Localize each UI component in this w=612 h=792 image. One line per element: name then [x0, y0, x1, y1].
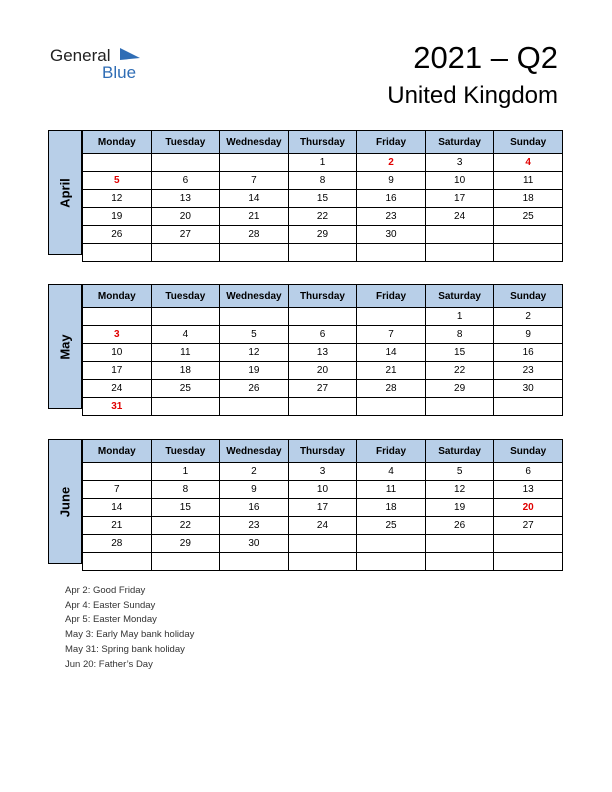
day-cell: 16 [220, 499, 289, 517]
day-cell: 19 [83, 208, 152, 226]
day-cell: 4 [357, 463, 426, 481]
page-title: 2021 – Q2 [413, 40, 558, 75]
day-cell: 23 [494, 362, 563, 380]
day-cell: 9 [357, 172, 426, 190]
day-cell [288, 398, 357, 416]
day-cell: 2 [357, 154, 426, 172]
day-cell: 15 [425, 344, 494, 362]
day-cell: 12 [220, 344, 289, 362]
day-cell [425, 398, 494, 416]
weekday-header: Monday [83, 131, 152, 154]
day-cell [83, 553, 152, 571]
day-cell [357, 535, 426, 553]
day-cell: 22 [151, 517, 220, 535]
day-cell: 18 [151, 362, 220, 380]
weekday-header: Friday [357, 131, 426, 154]
week-row [83, 463, 563, 481]
day-cell [83, 154, 152, 172]
logo-text-general: General [50, 46, 111, 65]
day-cell: 4 [494, 154, 563, 172]
day-cell: 14 [83, 499, 152, 517]
day-cell: 26 [425, 517, 494, 535]
holiday-note: Apr 2: Good Friday [65, 585, 146, 596]
week-row [83, 535, 563, 553]
day-cell: 13 [288, 344, 357, 362]
day-cell [288, 553, 357, 571]
weekday-header: Monday [83, 440, 152, 463]
weekday-header: Wednesday [220, 131, 289, 154]
day-cell: 23 [357, 208, 426, 226]
day-cell: 15 [151, 499, 220, 517]
day-cell: 10 [288, 481, 357, 499]
day-cell [494, 535, 563, 553]
day-cell: 22 [425, 362, 494, 380]
day-cell [83, 244, 152, 262]
day-cell: 18 [357, 499, 426, 517]
weekday-header: Wednesday [220, 285, 289, 308]
day-cell: 7 [83, 481, 152, 499]
day-cell: 22 [288, 208, 357, 226]
day-cell: 14 [357, 344, 426, 362]
day-cell: 17 [288, 499, 357, 517]
day-cell: 9 [220, 481, 289, 499]
day-cell [494, 244, 563, 262]
day-cell: 25 [357, 517, 426, 535]
day-cell [220, 154, 289, 172]
day-cell: 11 [357, 481, 426, 499]
holiday-note: Apr 4: Easter Sunday [65, 599, 156, 611]
day-cell: 30 [220, 535, 289, 553]
day-cell: 21 [220, 208, 289, 226]
day-cell: 27 [288, 380, 357, 398]
day-cell: 24 [425, 208, 494, 226]
day-cell: 17 [425, 190, 494, 208]
day-cell: 25 [151, 380, 220, 398]
holiday-notes [65, 584, 194, 672]
day-cell [288, 244, 357, 262]
day-cell [151, 398, 220, 416]
day-cell: 21 [83, 517, 152, 535]
day-cell [151, 154, 220, 172]
month-grid [82, 439, 563, 571]
day-cell: 11 [151, 344, 220, 362]
day-cell [288, 535, 357, 553]
day-cell [425, 553, 494, 571]
day-cell: 30 [357, 226, 426, 244]
day-cell: 29 [288, 226, 357, 244]
day-cell: 14 [220, 190, 289, 208]
day-cell: 18 [494, 190, 563, 208]
day-cell: 19 [425, 499, 494, 517]
month-label-panel [48, 284, 82, 409]
day-cell: 20 [151, 208, 220, 226]
day-cell: 10 [425, 172, 494, 190]
week-row [83, 190, 563, 208]
day-cell: 28 [220, 226, 289, 244]
day-cell: 8 [151, 481, 220, 499]
holiday-note: May 3: Early May bank holiday [65, 629, 195, 641]
day-cell: 6 [288, 326, 357, 344]
day-cell: 23 [220, 517, 289, 535]
day-cell [288, 308, 357, 326]
week-row [83, 208, 563, 226]
week-row [83, 499, 563, 517]
weekday-header: Tuesday [151, 440, 220, 463]
day-cell: 25 [494, 208, 563, 226]
day-cell [220, 553, 289, 571]
weekday-header: Saturday [425, 440, 494, 463]
weekday-header: Sunday [494, 285, 563, 308]
weekday-header: Thursday [288, 131, 357, 154]
day-cell: 26 [83, 226, 152, 244]
month-grid [82, 284, 563, 416]
day-cell: 27 [151, 226, 220, 244]
day-cell: 16 [494, 344, 563, 362]
day-cell [151, 553, 220, 571]
calendar-may [48, 284, 563, 412]
day-cell: 1 [288, 154, 357, 172]
day-cell: 12 [83, 190, 152, 208]
week-row [83, 326, 563, 344]
day-cell: 9 [494, 326, 563, 344]
month-grid [82, 130, 563, 262]
weekday-header: Wednesday [220, 440, 289, 463]
holiday-note: May 31: Spring bank holiday [65, 643, 185, 655]
day-cell [220, 244, 289, 262]
calendar-april [48, 130, 563, 255]
weekday-header: Tuesday [151, 285, 220, 308]
weekday-header: Sunday [494, 440, 563, 463]
day-cell [357, 244, 426, 262]
weekday-header-row [83, 285, 563, 308]
day-cell: 17 [83, 362, 152, 380]
day-cell: 7 [357, 326, 426, 344]
day-cell [83, 308, 152, 326]
day-cell: 24 [83, 380, 152, 398]
day-cell: 19 [220, 362, 289, 380]
day-cell: 6 [151, 172, 220, 190]
day-cell: 28 [83, 535, 152, 553]
day-cell [220, 308, 289, 326]
week-row [83, 244, 563, 262]
day-cell [83, 463, 152, 481]
day-cell [357, 553, 426, 571]
weekday-header: Tuesday [151, 131, 220, 154]
week-row [83, 308, 563, 326]
day-cell: 3 [83, 326, 152, 344]
day-cell [494, 398, 563, 416]
day-cell: 5 [83, 172, 152, 190]
day-cell [425, 535, 494, 553]
day-cell: 2 [220, 463, 289, 481]
weekday-header: Sunday [494, 131, 563, 154]
day-cell: 5 [425, 463, 494, 481]
week-row [83, 344, 563, 362]
month-name: April [57, 177, 73, 208]
day-cell: 27 [494, 517, 563, 535]
country-subtitle: United Kingdom [387, 82, 558, 109]
week-row [83, 553, 563, 571]
day-cell: 5 [220, 326, 289, 344]
day-cell: 1 [425, 308, 494, 326]
day-cell [357, 308, 426, 326]
weekday-header: Monday [83, 285, 152, 308]
day-cell [357, 398, 426, 416]
month-label-panel [48, 439, 82, 564]
day-cell [151, 308, 220, 326]
day-cell: 20 [288, 362, 357, 380]
day-cell: 4 [151, 326, 220, 344]
day-cell: 2 [494, 308, 563, 326]
month-name: June [57, 486, 73, 517]
week-row [83, 398, 563, 416]
day-cell: 30 [494, 380, 563, 398]
weekday-header: Thursday [288, 440, 357, 463]
week-row [83, 226, 563, 244]
week-row [83, 380, 563, 398]
day-cell: 20 [494, 499, 563, 517]
weekday-header: Saturday [425, 131, 494, 154]
weekday-header: Saturday [425, 285, 494, 308]
generalblue-logo [50, 46, 150, 82]
day-cell: 8 [425, 326, 494, 344]
day-cell: 12 [425, 481, 494, 499]
day-cell: 7 [220, 172, 289, 190]
holiday-note: Apr 5: Easter Monday [65, 614, 157, 626]
logo-text-blue: Blue [102, 63, 137, 82]
day-cell: 15 [288, 190, 357, 208]
day-cell [494, 226, 563, 244]
day-cell: 29 [151, 535, 220, 553]
weekday-header-row [83, 440, 563, 463]
weekday-header-row [83, 131, 563, 154]
month-name: May [57, 333, 73, 360]
day-cell: 10 [83, 344, 152, 362]
day-cell: 11 [494, 172, 563, 190]
week-row [83, 154, 563, 172]
day-cell: 26 [220, 380, 289, 398]
day-cell: 21 [357, 362, 426, 380]
day-cell: 24 [288, 517, 357, 535]
day-cell: 6 [494, 463, 563, 481]
week-row [83, 362, 563, 380]
weekday-header: Friday [357, 440, 426, 463]
weekday-header: Friday [357, 285, 426, 308]
day-cell: 3 [425, 154, 494, 172]
day-cell: 29 [425, 380, 494, 398]
day-cell: 3 [288, 463, 357, 481]
day-cell: 28 [357, 380, 426, 398]
holiday-note: Jun 20: Father’s Day [65, 658, 153, 670]
day-cell: 16 [357, 190, 426, 208]
day-cell: 1 [151, 463, 220, 481]
day-cell [425, 226, 494, 244]
day-cell [151, 244, 220, 262]
day-cell: 31 [83, 398, 152, 416]
day-cell: 13 [494, 481, 563, 499]
day-cell [220, 398, 289, 416]
weekday-header: Thursday [288, 285, 357, 308]
day-cell: 8 [288, 172, 357, 190]
calendar-june [48, 439, 563, 564]
day-cell [494, 553, 563, 571]
day-cell [425, 244, 494, 262]
week-row [83, 172, 563, 190]
week-row [83, 481, 563, 499]
day-cell: 13 [151, 190, 220, 208]
logo-flag-icon [120, 48, 140, 60]
week-row [83, 517, 563, 535]
month-label-panel [48, 130, 82, 255]
